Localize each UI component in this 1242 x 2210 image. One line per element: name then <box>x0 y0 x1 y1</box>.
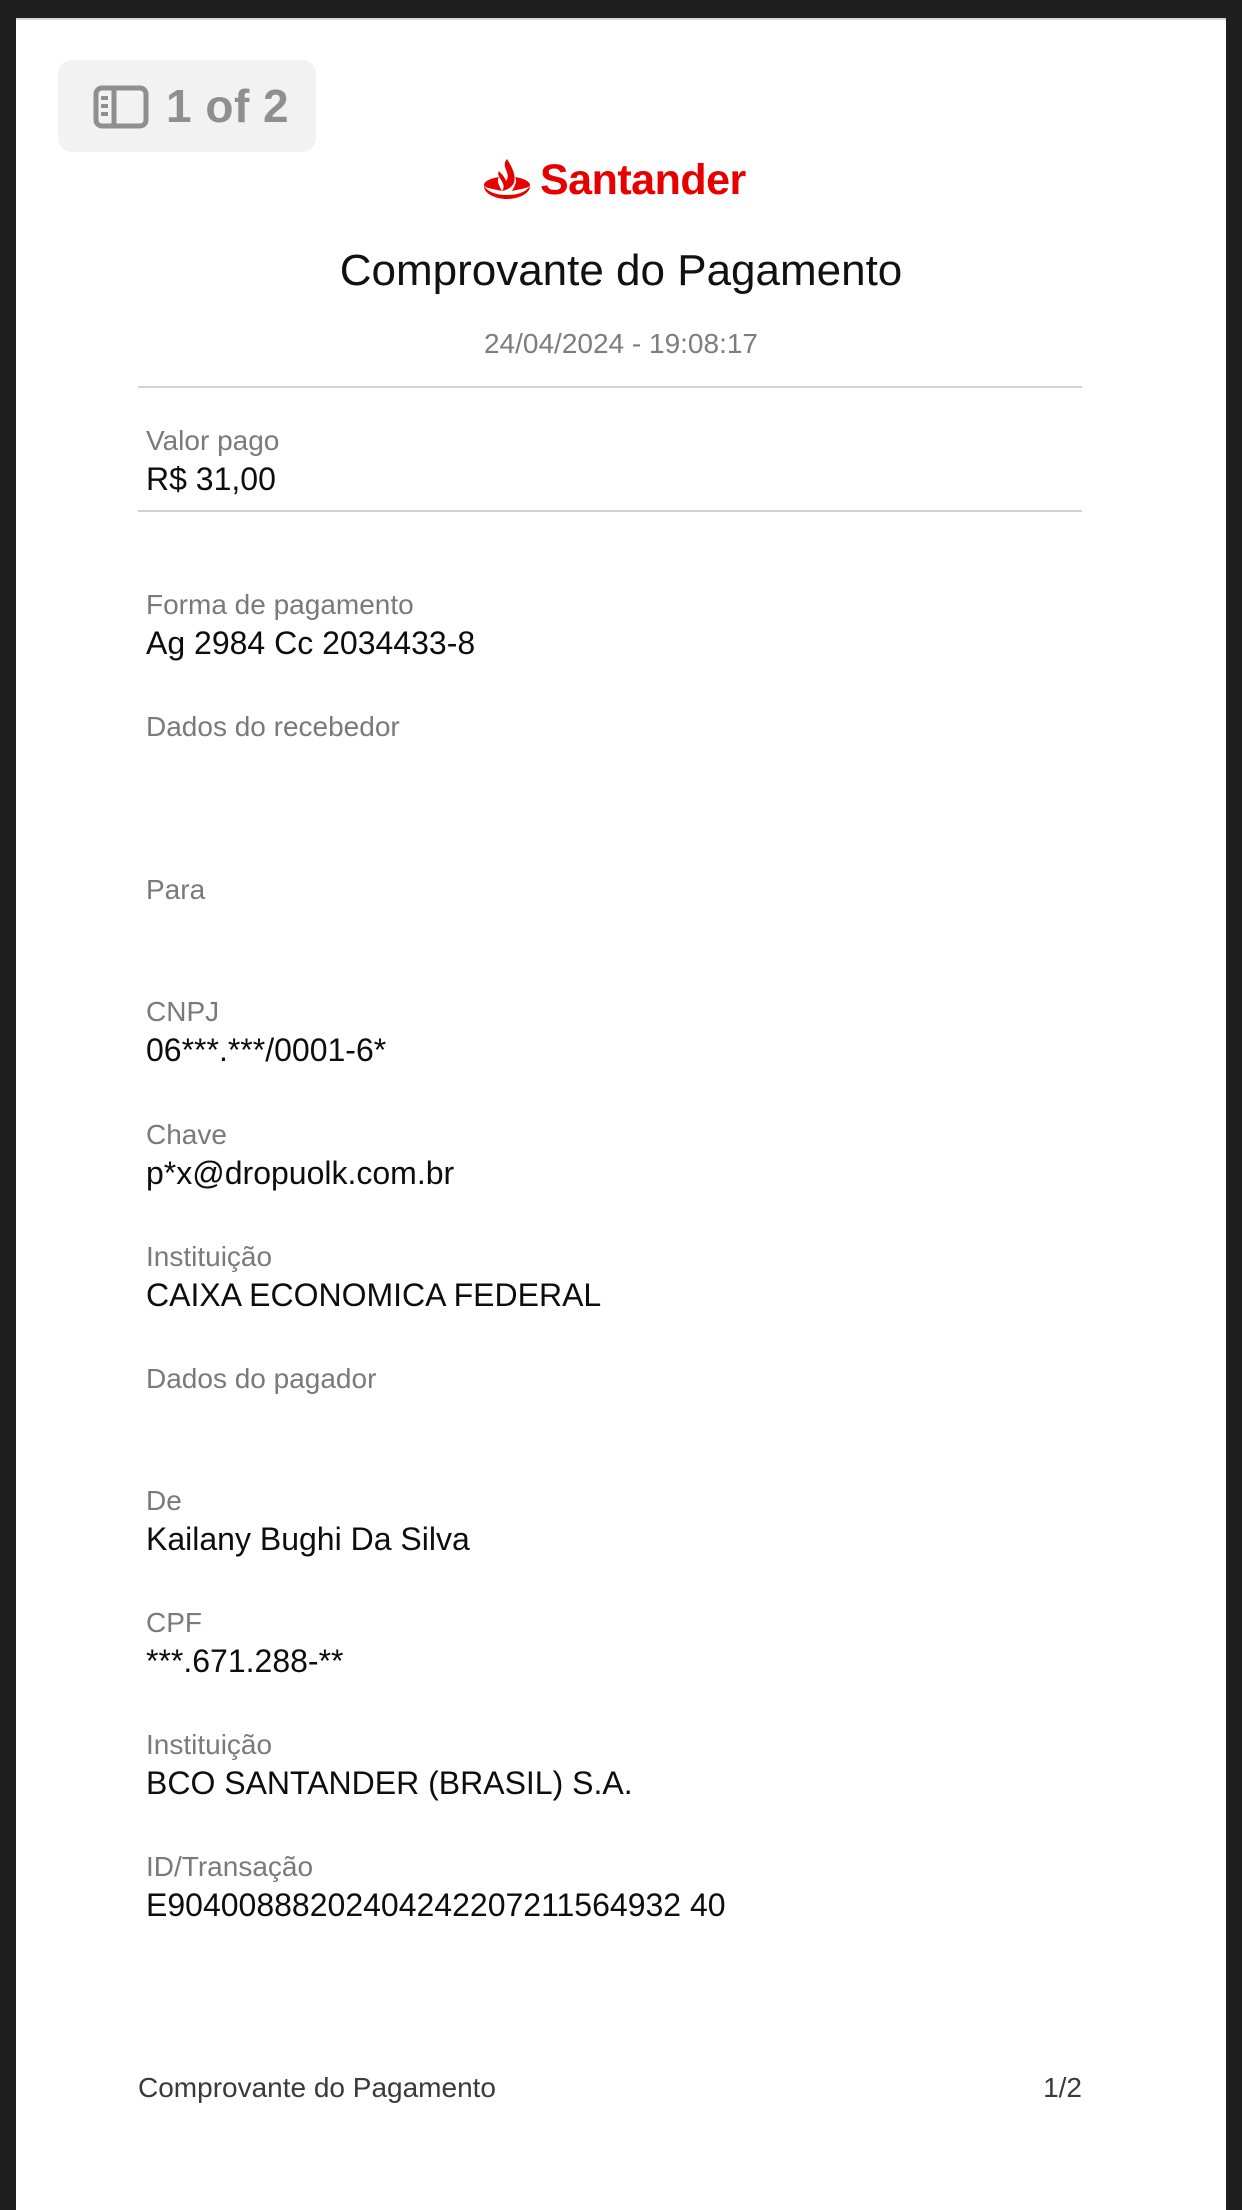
santander-flame-icon <box>482 157 532 203</box>
key-field <box>146 1118 1046 1192</box>
footer-page-number: 1/2 <box>1043 2072 1082 2103</box>
amount-label: Valor pago <box>146 425 280 456</box>
document-page <box>16 18 1226 2210</box>
sidebar-toggle-icon <box>93 85 149 129</box>
from-label: De <box>146 1485 182 1516</box>
amount-value: R$ 31,00 <box>146 461 276 497</box>
transaction-id-field <box>146 1850 1046 1924</box>
santander-logo <box>482 150 746 210</box>
receiver-section-label: Dados do recebedor <box>146 711 400 742</box>
transaction-id-value: E90400888202404242207211564932 40 <box>146 1887 726 1923</box>
receiver-institution-value: CAIXA ECONOMICA FEDERAL <box>146 1277 602 1313</box>
payment-method-field <box>146 588 1046 662</box>
payer-institution-label: Instituição <box>146 1729 273 1760</box>
from-field <box>146 1484 1046 1558</box>
cpf-field <box>146 1606 1046 1680</box>
cpf-value: ***.671.288-** <box>146 1643 344 1679</box>
santander-wordmark: Santander <box>540 155 746 204</box>
receiver-institution-field <box>146 1240 1046 1314</box>
payment-method-label: Forma de pagamento <box>146 589 414 620</box>
page-indicator-label: 1 of 2 <box>166 80 290 132</box>
cnpj-label: CNPJ <box>146 996 220 1027</box>
page-indicator-button[interactable] <box>58 60 316 152</box>
divider-top <box>138 386 1082 388</box>
from-value: Kailany Bughi Da Silva <box>146 1521 470 1557</box>
cnpj-field <box>146 995 1046 1069</box>
cnpj-value: 06***.***/0001-6* <box>146 1032 387 1068</box>
payer-institution-field <box>146 1728 1046 1802</box>
receiver-institution-label: Instituição <box>146 1241 273 1272</box>
divider-amount <box>138 510 1082 512</box>
page-title: Comprovante do Pagamento <box>339 246 903 295</box>
payer-institution-value: BCO SANTANDER (BRASIL) S.A. <box>146 1765 633 1801</box>
amount-field <box>146 424 1046 498</box>
key-label: Chave <box>146 1119 227 1150</box>
cpf-label: CPF <box>146 1607 202 1638</box>
payment-method-value: Ag 2984 Cc 2034433-8 <box>146 625 476 661</box>
to-label: Para <box>146 874 206 905</box>
key-value: p*x@dropuolk.com.br <box>146 1155 455 1191</box>
payer-section-label: Dados do pagador <box>146 1363 377 1394</box>
footer-title: Comprovante do Pagamento <box>138 2072 496 2103</box>
transaction-id-label: ID/Transação <box>146 1851 314 1882</box>
document-datetime: 24/04/2024 - 19:08:17 <box>483 328 758 359</box>
